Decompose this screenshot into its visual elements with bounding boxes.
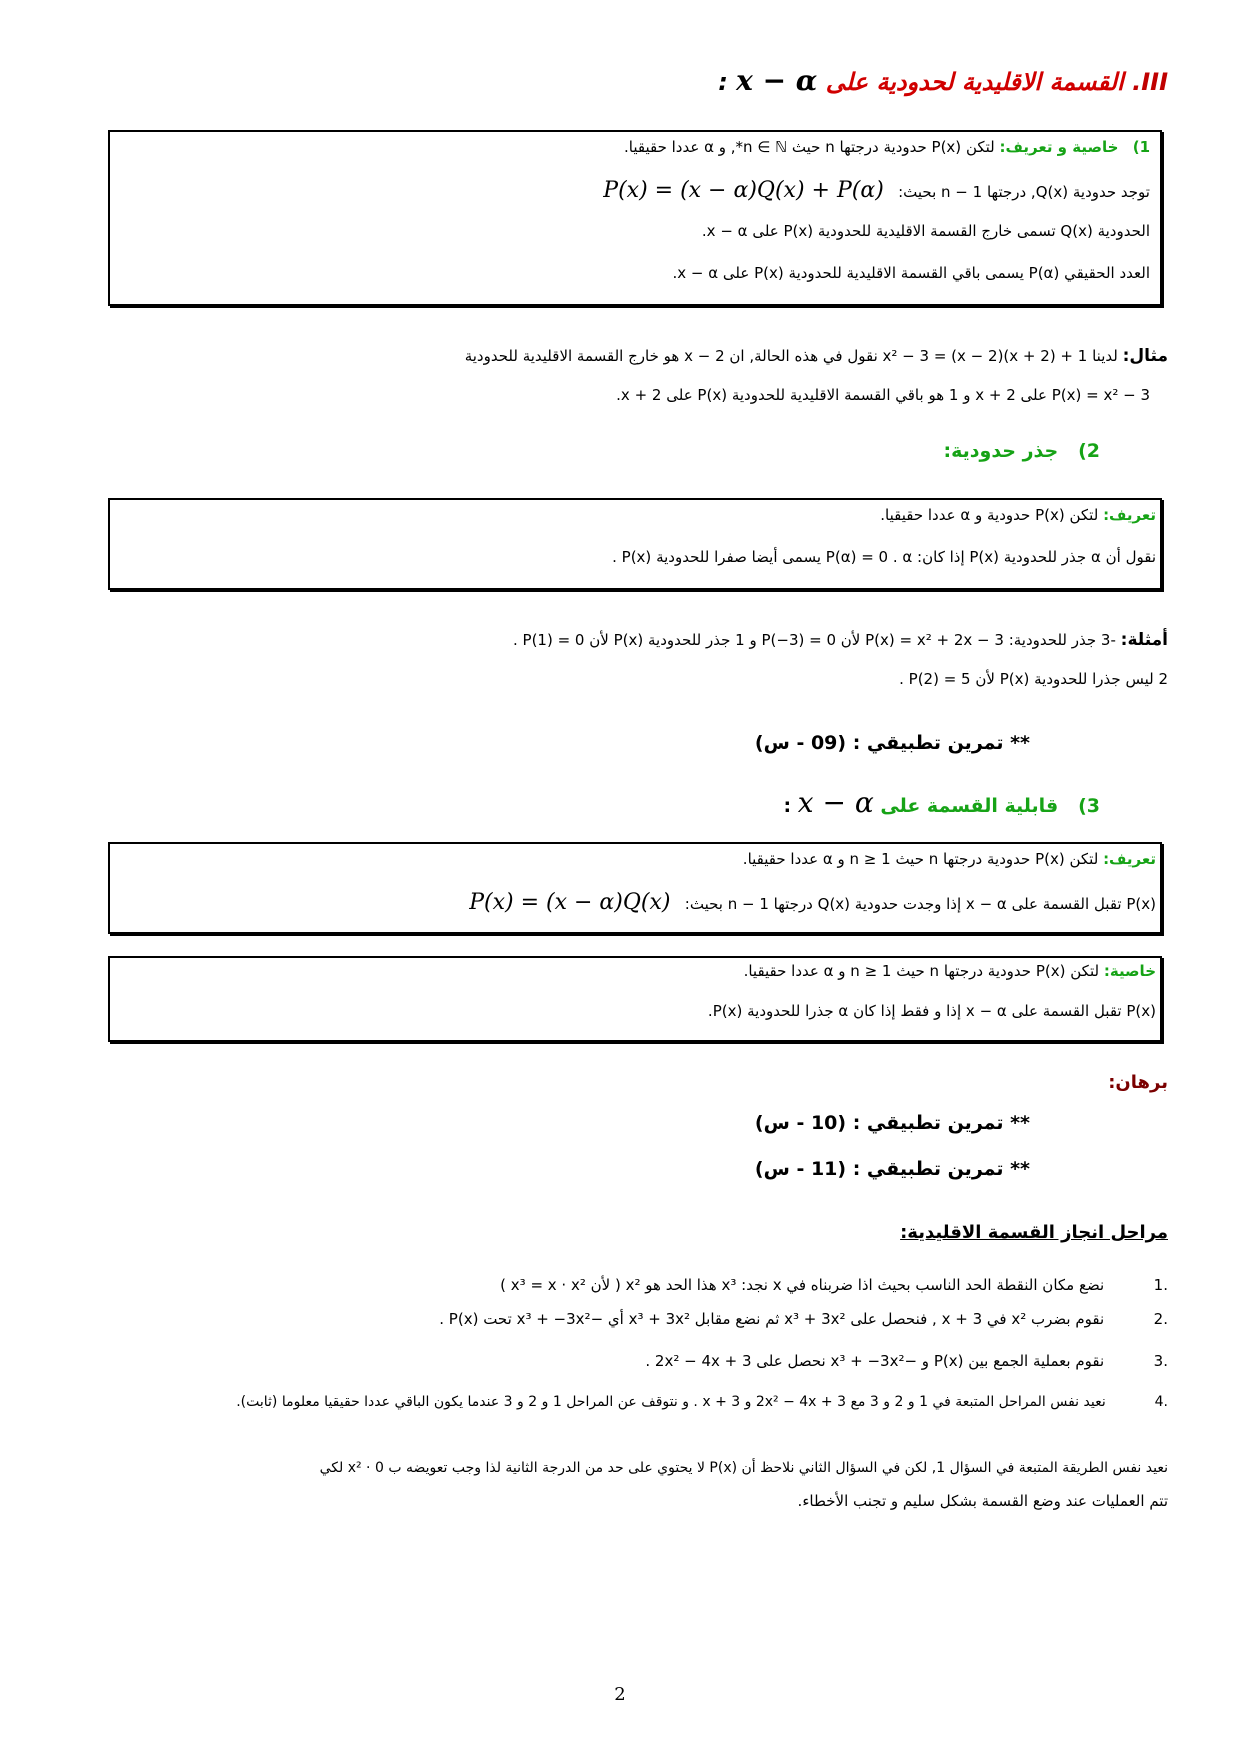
box4-line1-text: لتكن P(x) حدودية درجتها n حيث n ≥ 1 و α عددا حقيقيا. [743, 962, 1100, 980]
step-item-3 [645, 1352, 1168, 1370]
divisibility-heading-math: x − α [797, 786, 874, 819]
examples2-line1-text: -3 جذر للحدودية: P(x) = x² + 2x − 3 لأن P(−3) = 0 و 1 جذر للحدودية P(x) لأن P(1) = 0 . [512, 631, 1116, 649]
box1-line4 [673, 264, 1151, 282]
note-line2-text: تتم العمليات عند وضع القسمة بشكل سليم و تجنب الأخطاء. [797, 1492, 1168, 1510]
box1-line2-text: توجد حدودية Q(x), درجتها n − 1 بحيث: [898, 183, 1150, 201]
box1-line1 [624, 138, 1150, 156]
box1-label: خاصية و تعريف: [999, 138, 1119, 156]
exercise-09: ** تمرين تطبيقي : (09 - س) [754, 732, 1030, 754]
examples2-label: أمثلة: [1120, 630, 1168, 650]
box4-line2 [708, 1002, 1156, 1020]
divisibility-identity: P(x) = (x − α)Q(x) [469, 890, 671, 915]
box2-label: تعريف: [1103, 506, 1156, 524]
step-number-3: .3 [1153, 1352, 1168, 1370]
box3-line2 [469, 890, 1156, 916]
step-text-1: نضع مكان النقطة الحد الناسب بحيث اذا ضربناه في x نجد: x³ هذا الحد هو x² ( لأن x³ = x · x² ) [500, 1276, 1105, 1294]
box3-line1-text: لتكن P(x) حدودية درجتها n حيث n ≥ 1 و α عددا حقيقيا. [742, 850, 1099, 868]
box3-line2-text: P(x) تقبل القسمة على x − α إذا وجدت حدودية Q(x) درجتها n − 1 بحيث: [684, 895, 1156, 913]
division-identity: P(x) = (x − α)Q(x) + P(α) [603, 178, 884, 203]
box3-line1 [743, 850, 1156, 868]
page-number: 2 [614, 1684, 626, 1705]
divisibility-heading [784, 786, 1100, 819]
section-title-colon: : [718, 68, 728, 96]
step-item-4 [236, 1394, 1168, 1411]
box2-line1-text: لتكن P(x) حدودية و α عددا حقيقيا. [880, 506, 1099, 524]
divisibility-heading-number: 3) [1078, 795, 1100, 817]
steps-heading: مراحل انجاز القسمة الاقليدية: [900, 1222, 1168, 1243]
box2-line1 [880, 506, 1156, 524]
examples2-line1 [513, 630, 1168, 650]
box1-line4-text: العدد الحقيقي P(α) يسمى باقي القسمة الاقليدية للحدودية P(x) على x − α. [672, 264, 1150, 282]
example1-line2-text: P(x) = x² − 3 على x + 2 و 1 هو باقي القسمة الاقليدية للحدودية P(x) على x + 2. [616, 386, 1150, 404]
root-heading-text: جذر حدودية: [943, 440, 1059, 462]
section-title-math: x − α [736, 64, 818, 97]
step-number-1: .1 [1153, 1276, 1168, 1294]
box2-line2 [612, 548, 1156, 566]
example1-line1 [465, 346, 1168, 366]
root-heading-number: 2) [1078, 440, 1100, 462]
example1-line1-text: لدينا 1 + (x + 2)(x − 2) = x² − 3 نقول في هذه الحالة, ان x − 2 هو خارج القسمة الاقليدية للحدودية [464, 347, 1118, 365]
root-heading [944, 440, 1101, 462]
step-number-4: .4 [1154, 1394, 1168, 1410]
exercise-10: ** تمرين تطبيقي : (10 - س) [754, 1112, 1030, 1134]
examples2-line2 [899, 670, 1168, 688]
box4-line2-text: P(x) تقبل القسمة على x − α إذا و فقط إذا كان α جذرا للحدودية P(x). [707, 1002, 1156, 1020]
divisibility-heading-colon: : [783, 795, 792, 817]
step-item-2 [439, 1310, 1168, 1328]
box1-line3-text: الحدودية Q(x) تسمى خارج القسمة الاقليدية للحدودية P(x) على x − α. [701, 222, 1150, 240]
box1-line3 [702, 222, 1150, 240]
step-number-2: .2 [1153, 1310, 1168, 1328]
section-roman: III. [1132, 68, 1168, 96]
box1-line2 [603, 178, 1150, 204]
proof-label: برهان: [1108, 1072, 1168, 1093]
box4-line1 [744, 962, 1156, 980]
step-text-4: نعيد نفس المراحل المتبعة في 1 و 2 و 3 مع 2x² − 4x + 3 و x + 3 . و نتوقف عن المراحل 1 و 2 و 3 عندما يكون الباقي عددا حقيقيا معلوما (ثابت). [236, 1394, 1106, 1410]
note-line1 [320, 1460, 1168, 1477]
box1-line1-text: لتكن P(x) حدودية درجتها n حيث n ∈ ℕ*, و α عددا حقيقيا. [624, 138, 995, 156]
example1-label: مثال: [1122, 346, 1168, 366]
examples2-line2-text: 2 ليس جذرا للحدودية P(x) لأن P(2) = 5 . [899, 670, 1168, 688]
box4-label: خاصية: [1103, 962, 1156, 980]
box1-number: 1) [1132, 138, 1150, 156]
divisibility-heading-text: قابلية القسمة على [880, 795, 1059, 817]
box2-line2-text: نقول أن α جذر للحدودية P(x) إذا كان: P(α) = 0 . α يسمى أيضا صفرا للحدودية P(x) . [612, 548, 1156, 566]
exercise-11: ** تمرين تطبيقي : (11 - س) [754, 1158, 1030, 1180]
section-title [718, 64, 1168, 97]
step-text-2: نقوم بضرب x² في x + 3 , فنحصل على x³ + 3x² ثم نضع مقابل x³ + 3x² أي −x³ + −3x² تحت P(x) . [439, 1310, 1105, 1328]
section-title-text: القسمة الاقليدية لحدودية على [825, 68, 1124, 96]
note-line1-text: نعيد نفس الطريقة المتبعة في السؤال 1, لكن في السؤال الثاني نلاحظ أن P(x) لا يحتوي على حد من الدرجة الثانية لذا وجب تعويضه ب 0 · x² لكي [319, 1460, 1168, 1476]
step-item-1 [500, 1276, 1168, 1294]
step-text-3: نقوم بعملية الجمع بين P(x) و −x³ + −3x² نحصل على 2x² − 4x + 3 . [645, 1352, 1105, 1370]
example1-line2 [616, 386, 1150, 404]
note-line2 [798, 1492, 1168, 1510]
box3-label: تعريف: [1103, 850, 1156, 868]
